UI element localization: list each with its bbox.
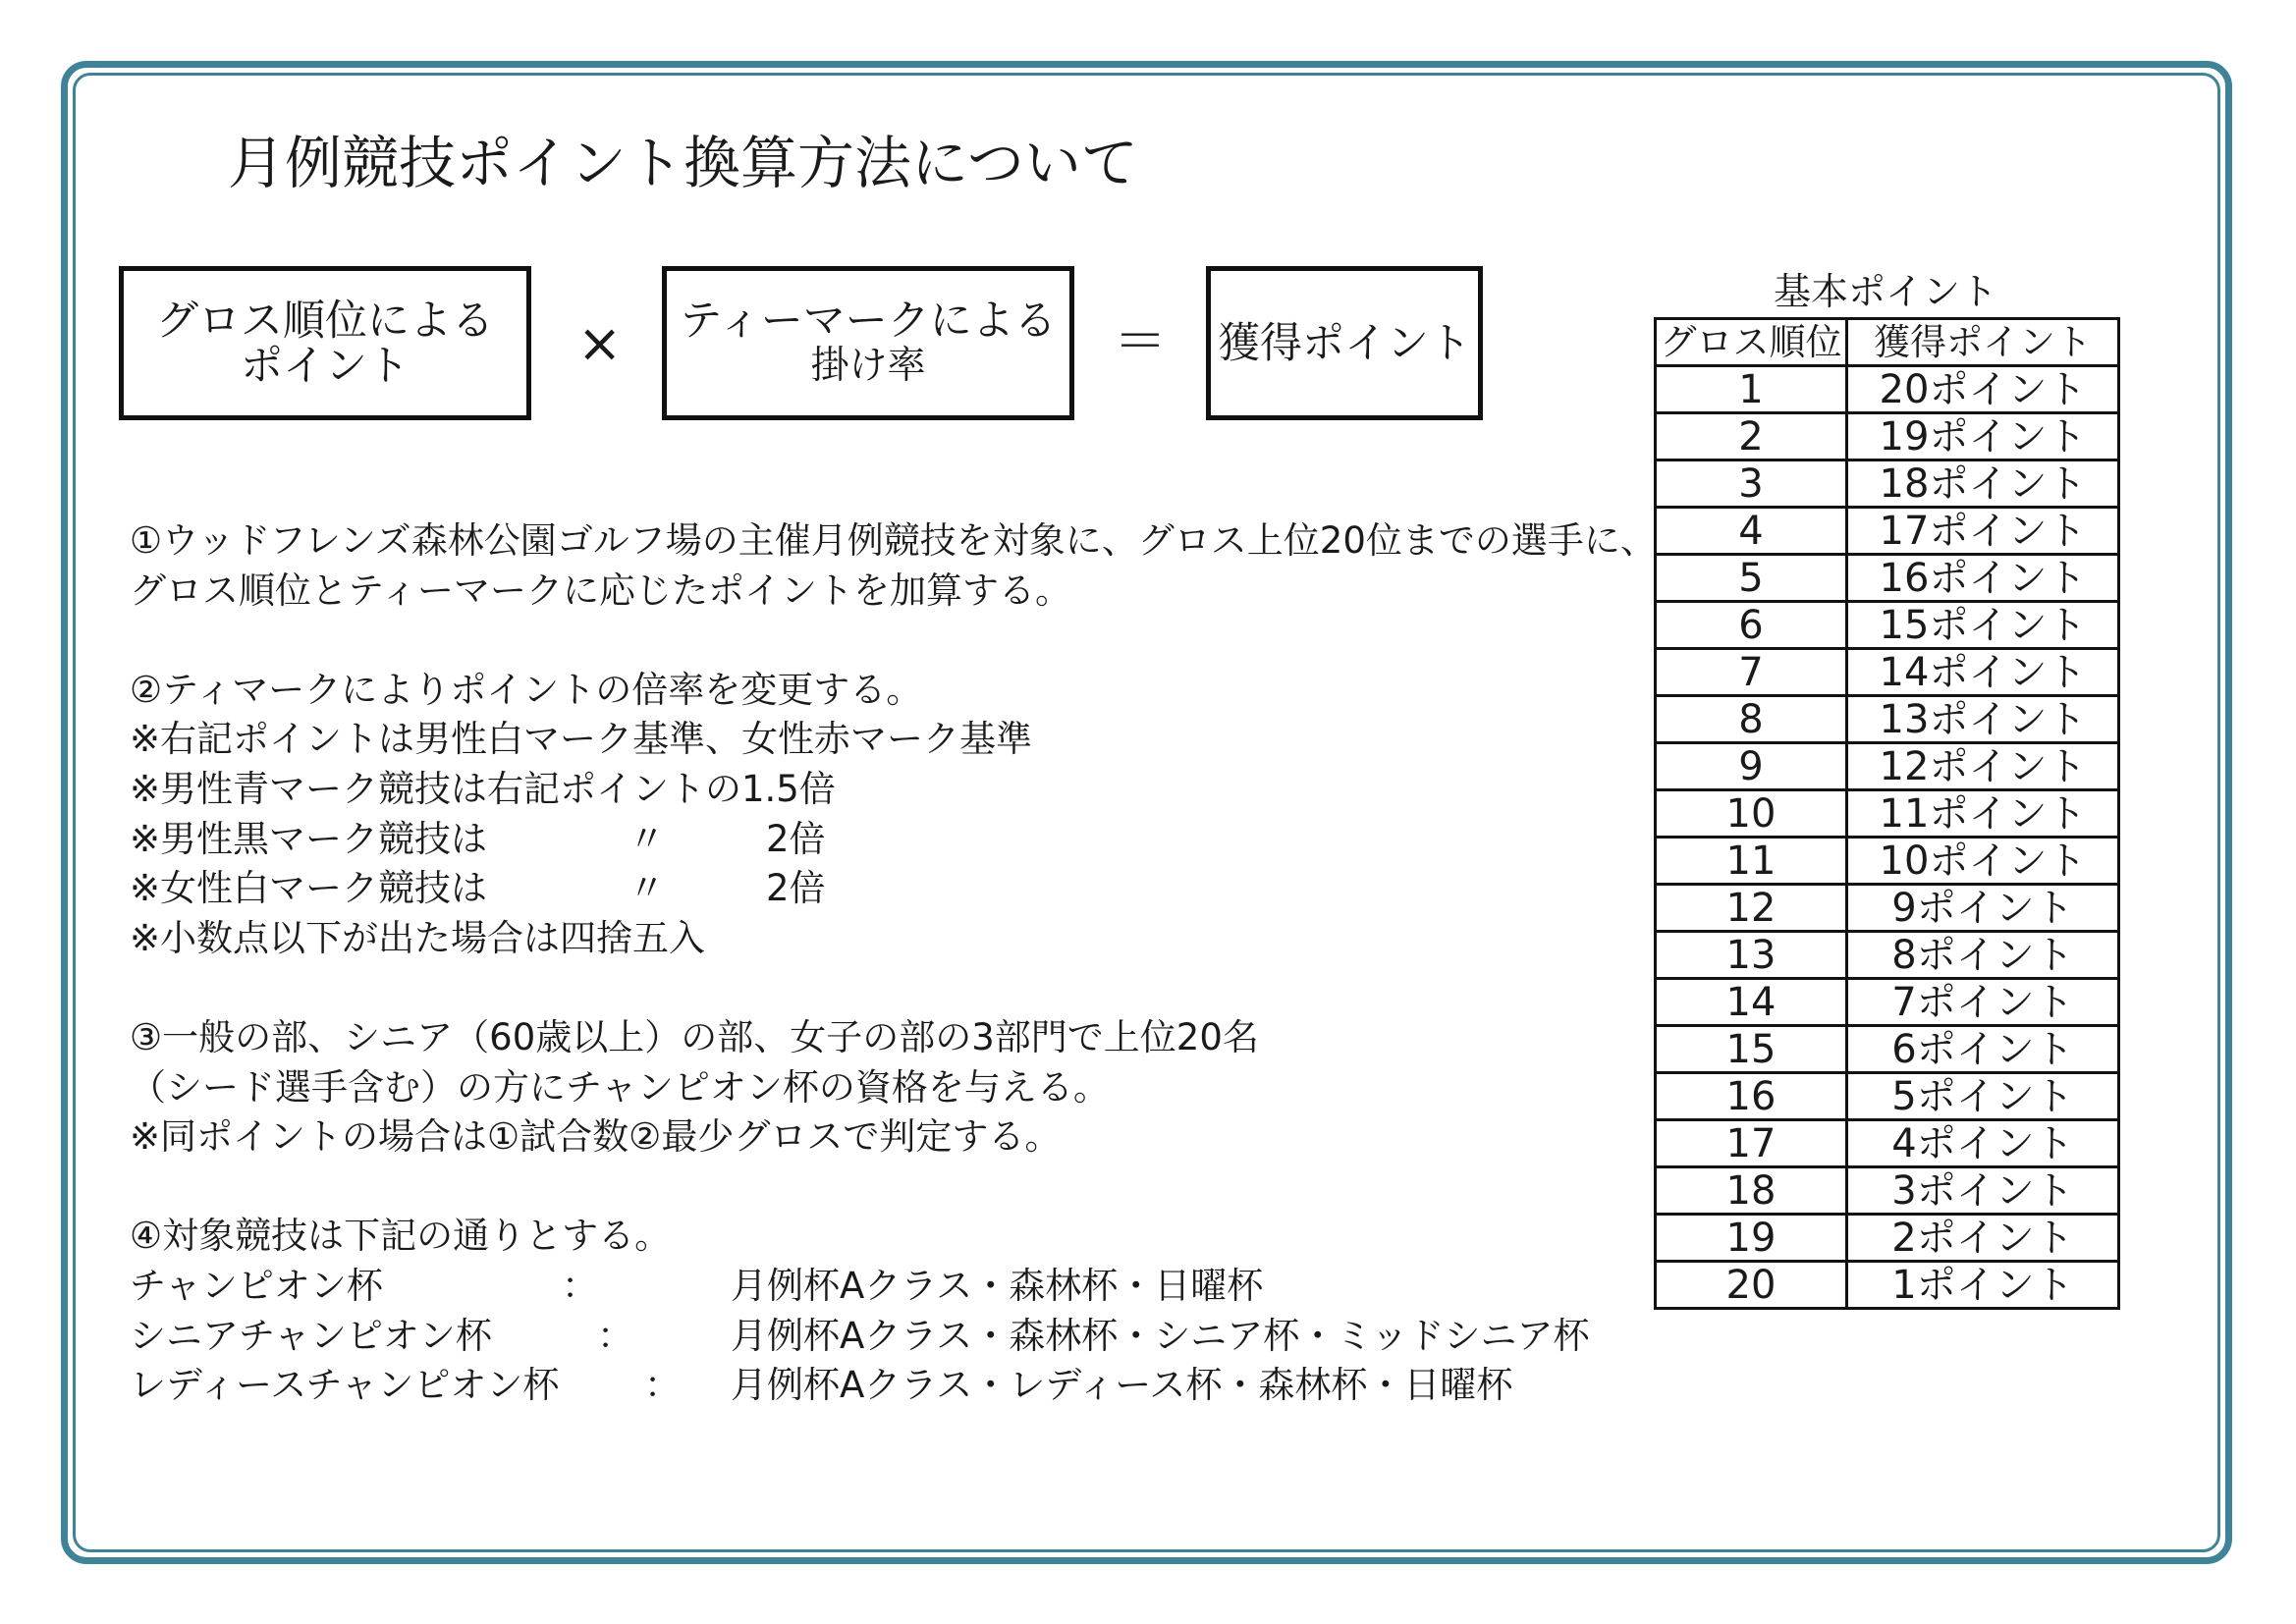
- points-cell: 8ポイント: [1847, 932, 2119, 979]
- table-header-row: [1656, 319, 2119, 366]
- rules-cell: シニアチャンピオン杯: [130, 1314, 492, 1357]
- rules-cell: 〃: [629, 817, 665, 860]
- points-cell: 13ポイント: [1847, 696, 2119, 743]
- points-cell: 7ポイント: [1847, 979, 2119, 1026]
- formula-box-gross-rank-points: [119, 266, 531, 420]
- rank-cell: 9: [1656, 743, 1847, 790]
- table-row: [1656, 1167, 2119, 1215]
- rank-cell: 7: [1656, 649, 1847, 696]
- rules-line: [130, 963, 1662, 1013]
- rules-line: [130, 1163, 1662, 1213]
- table-row: [1656, 743, 2119, 790]
- formula-box-earned-points: [1206, 266, 1483, 420]
- table-row: [1656, 1215, 2119, 1262]
- points-cell: 12ポイント: [1847, 743, 2119, 790]
- points-cell: 2ポイント: [1847, 1215, 2119, 1262]
- header-earned-points: 獲得ポイント: [1847, 319, 2119, 366]
- rank-cell: 14: [1656, 979, 1847, 1026]
- rules-text-line: ※右記ポイントは男性白マーク基準、女性赤マーク基準: [130, 718, 1033, 761]
- rules-line: [130, 567, 1662, 617]
- rules-text-line: ④対象競技は下記の通りとする。: [130, 1215, 672, 1258]
- rules-cell: ※男性黒マーク競技は: [130, 817, 488, 860]
- points-cell: 16ポイント: [1847, 555, 2119, 602]
- rank-cell: 1: [1656, 366, 1847, 413]
- rank-cell: 11: [1656, 838, 1847, 885]
- table-row: [1656, 790, 2119, 838]
- rules-cell: 月例杯Aクラス・森林杯・シニア杯・ミッドシニア杯: [731, 1314, 1590, 1357]
- rules-line: [130, 864, 1662, 914]
- rules-line: [130, 516, 1662, 567]
- points-cell: 9ポイント: [1847, 885, 2119, 932]
- rules-line: [130, 1013, 1662, 1063]
- rules-cell: ※女性白マーク競技は: [130, 867, 488, 910]
- rules-cell: レディースチャンピオン杯: [130, 1364, 560, 1407]
- rank-cell: 4: [1656, 508, 1847, 555]
- table-row: [1656, 885, 2119, 932]
- rules-cell: ：: [562, 1264, 598, 1307]
- rules-cell: チャンピオン杯: [130, 1264, 383, 1307]
- rank-cell: 2: [1656, 413, 1847, 460]
- rules-text-line: ※小数点以下が出た場合は四捨五入: [130, 916, 706, 959]
- rank-cell: 5: [1656, 555, 1847, 602]
- rank-cell: 16: [1656, 1073, 1847, 1120]
- rules-line: [130, 1212, 1662, 1262]
- formula-box-line: ポイント: [241, 341, 410, 391]
- rules-cell: 2倍: [766, 867, 826, 910]
- rules-line: [130, 765, 1662, 815]
- equals-sign: ＝: [1114, 310, 1167, 372]
- points-cell: 17ポイント: [1847, 508, 2119, 555]
- points-cell: 10ポイント: [1847, 838, 2119, 885]
- points-cell: 1ポイント: [1847, 1262, 2119, 1309]
- rank-cell: 13: [1656, 932, 1847, 979]
- rank-cell: 18: [1656, 1167, 1847, 1215]
- points-cell: 19ポイント: [1847, 413, 2119, 460]
- table-row: [1656, 602, 2119, 649]
- table-row: [1656, 1073, 2119, 1120]
- points-cell: 14ポイント: [1847, 649, 2119, 696]
- multiply-sign: ×: [577, 312, 623, 374]
- rank-cell: 12: [1656, 885, 1847, 932]
- table-row: [1656, 1262, 2119, 1309]
- rules-text-line: ※男性青マーク競技は右記ポイントの1.5倍: [130, 767, 836, 810]
- points-cell: 5ポイント: [1847, 1073, 2119, 1120]
- table-caption: 基本ポイント: [1773, 270, 1997, 313]
- rules-text-line: ③一般の部、シニア（60歳以上）の部、女子の部の3部門で上位20名: [130, 1015, 1259, 1058]
- rank-cell: 6: [1656, 602, 1847, 649]
- rules-line: [130, 914, 1662, 964]
- rules-line: [130, 1112, 1662, 1163]
- header-gross-rank: グロス順位: [1656, 319, 1847, 366]
- rules-cell: ：: [644, 1364, 681, 1407]
- points-cell: 11ポイント: [1847, 790, 2119, 838]
- points-cell: 20ポイント: [1847, 366, 2119, 413]
- rank-cell: 17: [1656, 1120, 1847, 1167]
- table-row: [1656, 1026, 2119, 1073]
- rules-cell: 月例杯Aクラス・レディース杯・森林杯・日曜杯: [731, 1364, 1513, 1407]
- table-row: [1656, 649, 2119, 696]
- rules-line: [130, 1262, 1662, 1312]
- table-row: [1656, 508, 2119, 555]
- points-cell: 4ポイント: [1847, 1120, 2119, 1167]
- rules-text-line: （シード選手含む）の方にチャンピオン杯の資格を与える。: [130, 1065, 1110, 1109]
- points-cell: 18ポイント: [1847, 460, 2119, 508]
- rules-cell: 2倍: [766, 817, 826, 860]
- table-row: [1656, 696, 2119, 743]
- formula-box-line: 掛け率: [810, 343, 926, 388]
- rules-text-line: グロス順位とティーマークに応じたポイントを加算する。: [130, 568, 1072, 612]
- formula-box-line: グロス順位による: [156, 296, 494, 346]
- rank-cell: 19: [1656, 1215, 1847, 1262]
- table-row: [1656, 979, 2119, 1026]
- formula-box-line: 獲得ポイント: [1218, 318, 1471, 368]
- table-row: [1656, 555, 2119, 602]
- table-row: [1656, 932, 2119, 979]
- rules-text: [130, 516, 1662, 1411]
- table-row: [1656, 1120, 2119, 1167]
- rules-text-line: ①ウッドフレンズ森林公園ゴルフ場の主催月例競技を対象に、グロス上位20位までの選手に、: [130, 519, 1657, 562]
- rank-cell: 10: [1656, 790, 1847, 838]
- table-row: [1656, 460, 2119, 508]
- points-cell: 6ポイント: [1847, 1026, 2119, 1073]
- points-cell: 3ポイント: [1847, 1167, 2119, 1215]
- formula-box-teemark-rate: [662, 266, 1074, 420]
- table-row: [1656, 366, 2119, 413]
- rules-line: [130, 1361, 1662, 1411]
- rules-line: [130, 616, 1662, 666]
- rules-text-line: ②ティマークによりポイントの倍率を変更する。: [130, 668, 923, 711]
- rank-cell: 3: [1656, 460, 1847, 508]
- rules-line: [130, 666, 1662, 716]
- rank-cell: 8: [1656, 696, 1847, 743]
- points-table: [1654, 317, 2120, 1310]
- rules-line: [130, 715, 1662, 765]
- points-cell: 15ポイント: [1847, 602, 2119, 649]
- table-row: [1656, 838, 2119, 885]
- rank-cell: 15: [1656, 1026, 1847, 1073]
- rules-cell: ：: [597, 1314, 633, 1357]
- rules-line: [130, 1312, 1662, 1362]
- rank-cell: 20: [1656, 1262, 1847, 1309]
- formula-box-line: ティーマークによる: [680, 296, 1057, 346]
- rules-line: [130, 1063, 1662, 1113]
- page-title: 月例競技ポイント換算方法について: [228, 130, 1138, 196]
- rules-line: [130, 815, 1662, 865]
- rules-cell: 〃: [629, 867, 665, 910]
- table-row: [1656, 413, 2119, 460]
- rules-cell: 月例杯Aクラス・森林杯・日曜杯: [731, 1264, 1264, 1307]
- rules-text-line: ※同ポイントの場合は①試合数②最少グロスで判定する。: [130, 1115, 1062, 1159]
